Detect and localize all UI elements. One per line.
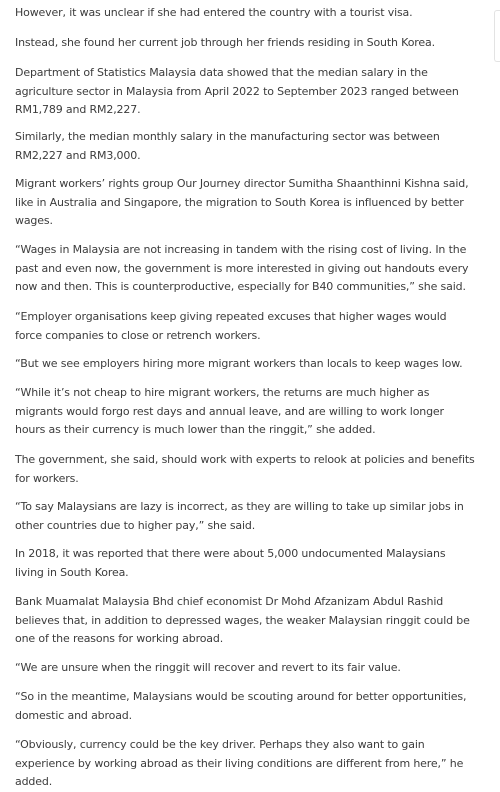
article-paragraph: “We are unsure when the ringgit will recover and revert to its fair value. — [15, 661, 401, 674]
article-paragraph: “So in the meantime, Malaysians would be scouting around for better opportunities, domestic and abroad. — [15, 690, 467, 722]
article-paragraph: Similarly, the median monthly salary in the manufacturing sector was between RM2,227 and RM3,000. — [15, 130, 440, 162]
article-paragraph: Bank Muamalat Malaysia Bhd chief economist Dr Mohd Afzanizam Abdul Rashid believes that, in addition to depressed wages, the weaker Malaysian ringgit could be one of the reasons for working abroad. — [15, 595, 470, 646]
article-paragraph: However, it was unclear if she had entered the country with a tourist visa. — [15, 6, 413, 19]
article-paragraph: Department of Statistics Malaysia data showed that the median salary in the agriculture sector in Malaysia from April 2022 to September 2023 ranged between RM1,789 and RM2,227. — [15, 66, 459, 117]
article-paragraph: “While it’s not cheap to hire migrant workers, the returns are much higher as migrants would forgo rest days and annual leave, and are willing to work longer hours as their currency is much lower than the ringgit,” she added. — [15, 386, 444, 437]
article-paragraph: “Wages in Malaysia are not increasing in tandem with the rising cost of living. In the past and even now, the government is more interested in giving out handouts every now and then. This is counterproductive, especially for B40 communities,” she said. — [15, 243, 469, 294]
article-paragraph: The government, she said, should work with experts to relook at policies and benefits for workers. — [15, 453, 475, 485]
article-paragraph: In 2018, it was reported that there were about 5,000 undocumented Malaysians living in South Korea. — [15, 547, 446, 579]
side-panel-edge — [494, 10, 500, 62]
article-paragraph: “To say Malaysians are lazy is incorrect, as they are willing to take up similar jobs in other countries due to higher pay,” she said. — [15, 500, 464, 532]
article-paragraph: Migrant workers’ rights group Our Journey director Sumitha Shaanthinni Kishna said, like in Australia and Singapore, the migration to South Korea is influenced by better wages. — [15, 177, 469, 228]
article-paragraph: Instead, she found her current job through her friends residing in South Korea. — [15, 36, 435, 49]
article-paragraph: “Obviously, currency could be the key driver. Perhaps they also want to gain experience by working abroad as their living conditions are different from here,” he added. — [15, 738, 464, 789]
article-paragraph: “But we see employers hiring more migrant workers than locals to keep wages low. — [15, 357, 463, 370]
article-paragraph: “Employer organisations keep giving repeated excuses that higher wages would force companies to close or retrench workers. — [15, 310, 447, 342]
